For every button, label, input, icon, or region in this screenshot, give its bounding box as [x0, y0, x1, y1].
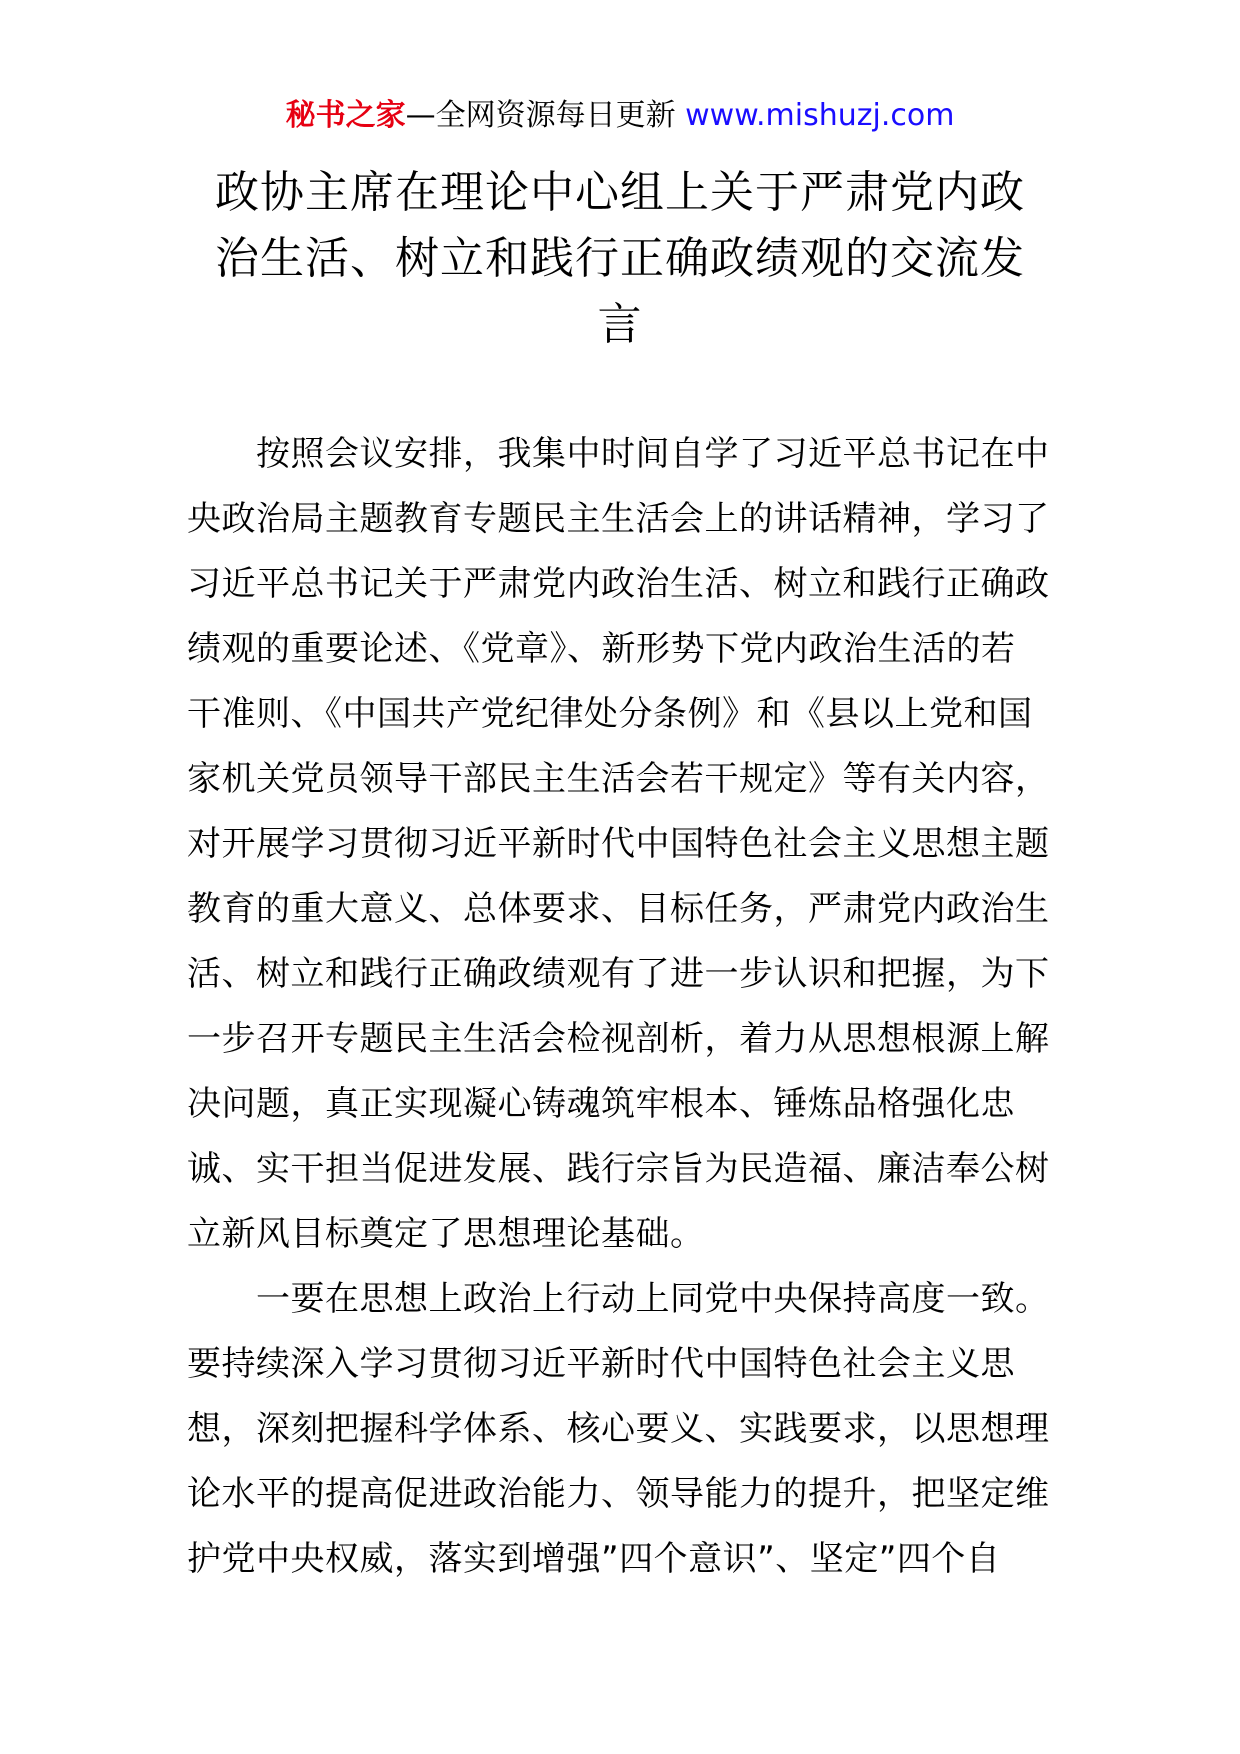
body-line: 习近平总书记关于严肃党内政治生活、树立和践行正确政 — [187, 564, 1050, 604]
title-line: 言 — [597, 299, 643, 350]
body-line: 诚、实干担当促进发展、践行宗旨为民造福、廉洁奉公树 — [187, 1149, 1050, 1189]
body-line: 家机关党员领导干部民主生活会若干规定》等有关内容， — [187, 759, 1050, 799]
body-line: 活、树立和践行正确政绩观有了进一步认识和把握，为下 — [187, 954, 1050, 994]
body-line: 一要在思想上政治上行动上同党中央保持高度一致。 — [187, 1279, 1050, 1319]
document-body — [187, 422, 1055, 1592]
body-line: 立新风目标奠定了思想理论基础。 — [187, 1214, 705, 1254]
site-header — [0, 96, 1240, 136]
site-url-link[interactable]: www.mishuzj.com — [685, 98, 955, 133]
body-line: 按照会议安排，我集中时间自学了习近平总书记在中 — [187, 434, 1050, 474]
site-tagline: —全网资源每日更新 — [405, 98, 686, 133]
body-line: 对开展学习贯彻习近平新时代中国特色社会主义思想主题 — [187, 824, 1050, 864]
body-line: 论水平的提高促进政治能力、领导能力的提升，把坚定维 — [187, 1474, 1050, 1514]
body-line: 教育的重大意义、总体要求、目标任务，严肃党内政治生 — [187, 889, 1050, 929]
site-brand: 秘书之家 — [285, 98, 406, 133]
document-title — [190, 160, 1050, 358]
body-line: 护党中央权威，落实到增强”四个意识”、坚定”四个自 — [187, 1539, 1001, 1579]
body-line: 要持续深入学习贯彻习近平新时代中国特色社会主义思 — [187, 1344, 1015, 1384]
body-line: 决问题，真正实现凝心铸魂筑牢根本、锤炼品格强化忠 — [187, 1084, 1015, 1124]
title-line: 政协主席在理论中心组上关于严肃党内政 — [215, 167, 1025, 218]
body-line: 干准则、《中国共产党纪律处分条例》和《县以上党和国 — [187, 694, 1033, 734]
body-line: 绩观的重要论述、《党章》、新形势下党内政治生活的若 — [187, 629, 1016, 669]
body-line: 一步召开专题民主生活会检视剖析，着力从思想根源上解 — [187, 1019, 1050, 1059]
title-line: 治生活、树立和践行正确政绩观的交流发 — [215, 233, 1025, 284]
body-line: 想，深刻把握科学体系、核心要义、实践要求，以思想理 — [187, 1409, 1050, 1449]
body-line: 央政治局主题教育专题民主生活会上的讲话精神，学习了 — [187, 499, 1050, 539]
